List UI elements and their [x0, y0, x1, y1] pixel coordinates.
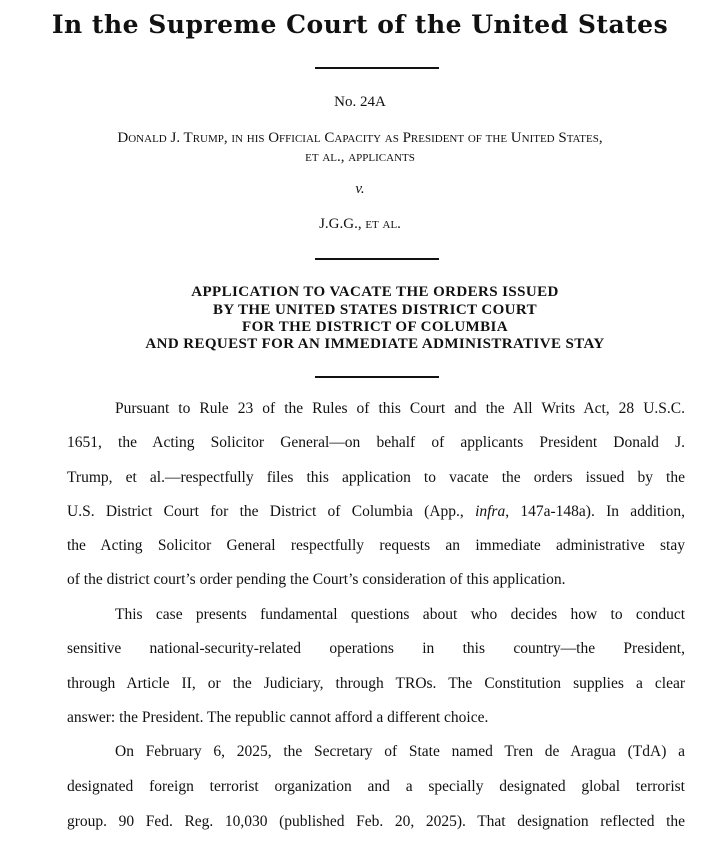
application-title-line: FOR THE DISTRICT OF COLUMBIA: [242, 319, 508, 335]
applicant-line-2: et al., applicants: [305, 149, 415, 165]
paragraph-text: , 147a-148a). In addition,: [505, 503, 685, 520]
paragraph-line: answer: the President. The republic cannot afford a different choice.: [67, 709, 489, 726]
paragraph-line: Pursuant to Rule 23 of the Rules of this Court and the All Writs Act, 28 U.S.C.: [115, 400, 685, 417]
italic-citation: infra: [475, 503, 506, 520]
paragraph-line: designated foreign terrorist organization and a specially designated global terrorist: [67, 778, 685, 795]
versus-label: v.: [355, 181, 365, 197]
paragraph-line: the Acting Solicitor General respectfully requests an immediate administrative stay: [67, 537, 685, 554]
paragraph-line: through Article II, or the Judiciary, through TROs. The Constitution supplies a clear: [67, 675, 685, 692]
docket-number: No. 24A: [334, 94, 386, 110]
divider-rule: [315, 258, 439, 260]
divider-rule: [315, 376, 439, 378]
applicant-line-1: Donald J. Trump, in his Official Capacity as President of the United States,: [117, 130, 603, 146]
paragraph-line: group. 90 Fed. Reg. 10,030 (published Feb. 20, 2025). That designation reflected the: [67, 813, 685, 830]
paragraph-line: This case presents fundamental questions about who decides how to conduct: [115, 606, 685, 623]
application-title-line: APPLICATION TO VACATE THE ORDERS ISSUED: [191, 284, 559, 300]
paragraph-line: of the district court’s order pending the Court’s consideration of this application.: [67, 571, 566, 588]
paragraph-line: sensitive national-security-related operations in this country—the President,: [67, 640, 685, 657]
paragraph-text: U.S. District Court for the District of Columbia (App.,: [67, 503, 476, 520]
paragraph-line: 1651, the Acting Solicitor General—on behalf of applicants President Donald J.: [67, 434, 685, 451]
application-title-line: AND REQUEST FOR AN IMMEDIATE ADMINISTRATIVE STAY: [145, 336, 605, 352]
paragraph-line: [67, 503, 685, 521]
application-title-line: BY THE UNITED STATES DISTRICT COURT: [213, 302, 537, 318]
paragraph-line: On February 6, 2025, the Secretary of State named Tren de Aragua (TdA) a: [115, 743, 685, 760]
paragraph-line: Trump, et al.—respectfully files this application to vacate the orders issued by the: [67, 469, 685, 486]
respondent-name: J.G.G., et al.: [319, 216, 401, 232]
divider-rule: [315, 67, 439, 69]
court-title: In the Supreme Court of the United States: [51, 10, 669, 39]
